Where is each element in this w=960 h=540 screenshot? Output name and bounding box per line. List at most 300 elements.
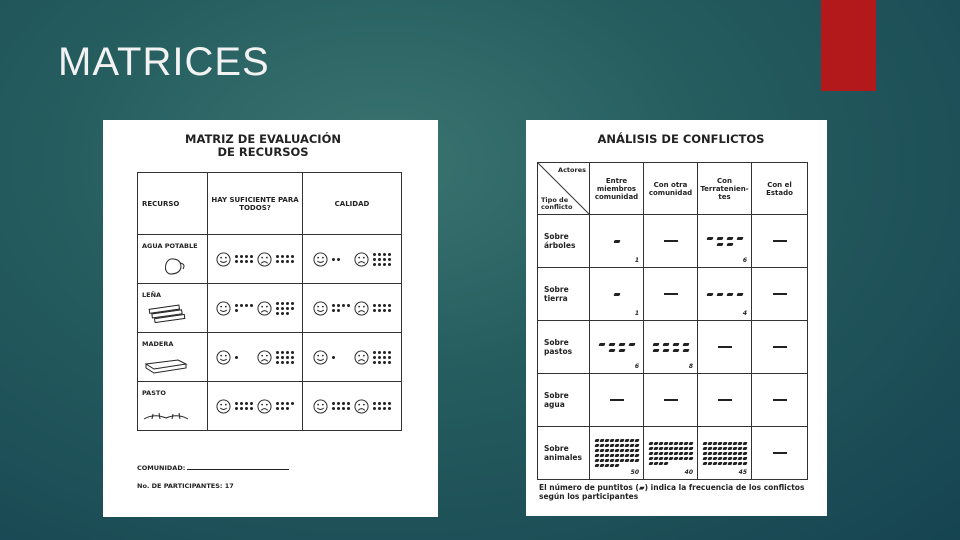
- conflict-mark: [619, 444, 624, 447]
- vote-dot: [286, 255, 289, 258]
- column-header-state: Con el Estado: [752, 163, 808, 215]
- vote-dot: [286, 351, 289, 354]
- conflict-mark: [624, 439, 629, 442]
- conflict-mark: [716, 237, 723, 240]
- conflict-mark: [702, 457, 707, 460]
- conflict-mark: [722, 447, 727, 450]
- conflict-mark: [678, 442, 683, 445]
- no-conflict-dash: [610, 399, 624, 401]
- conflict-mark: [732, 462, 737, 465]
- conflict-cell: [752, 374, 808, 427]
- no-conflict-dash: [664, 293, 678, 295]
- conflict-mark: [648, 442, 653, 445]
- conflict-mark: [732, 452, 737, 455]
- conflict-mark: [672, 349, 679, 352]
- accent-bar: [821, 0, 876, 91]
- resource-label: PASTO: [142, 389, 166, 397]
- conflict-mark: [672, 343, 679, 346]
- vote-dot: [281, 351, 284, 354]
- conflict-cell: [698, 427, 752, 480]
- vote-dot: [281, 312, 284, 315]
- conflict-mark: [629, 439, 634, 442]
- conflict-mark: [727, 447, 732, 450]
- vote-dot: [378, 351, 381, 354]
- vote-dot: [383, 402, 386, 405]
- vote-dot: [383, 304, 386, 307]
- conflict-mark: [702, 452, 707, 455]
- vote-dot: [276, 255, 279, 258]
- conflict-cell: [698, 321, 752, 374]
- vote-dot: [388, 253, 391, 256]
- vote-dot: [281, 307, 284, 310]
- conflict-mark: [688, 442, 693, 445]
- water-jug-icon: [142, 254, 190, 276]
- conflict-mark: [648, 452, 653, 455]
- sad-face-icon: [354, 399, 369, 414]
- slide-title: MATRICES: [58, 40, 270, 84]
- vote-dot: [383, 356, 386, 359]
- conflict-mark: [678, 447, 683, 450]
- conflict-row-label: Sobre agua: [538, 374, 590, 427]
- conflict-mark: [742, 452, 747, 455]
- conflict-mark: [634, 459, 639, 462]
- vote-dot: [347, 304, 350, 307]
- vote-dot: [337, 402, 340, 405]
- conflict-mark: [736, 237, 743, 240]
- vote-dot: [373, 351, 376, 354]
- conflict-mark: [732, 447, 737, 450]
- vote-dot: [347, 402, 350, 405]
- conflict-mark: [716, 293, 723, 296]
- conflict-mark: [594, 449, 599, 452]
- conflict-mark: [614, 439, 619, 442]
- vote-dot: [281, 302, 284, 305]
- vote-dot: [332, 309, 335, 312]
- conflict-mark: [614, 449, 619, 452]
- conflict-mark: [673, 442, 678, 445]
- conflict-mark: [619, 459, 624, 462]
- conflict-mark: [613, 240, 620, 243]
- conflict-marks: [591, 343, 642, 352]
- vote-dot: [337, 309, 340, 312]
- conflict-mark: [732, 442, 737, 445]
- happy-face-icon: [313, 399, 328, 414]
- vote-dot: [286, 312, 289, 315]
- vote-dot: [337, 304, 340, 307]
- vote-dot: [276, 361, 279, 364]
- vote-dot: [240, 255, 243, 258]
- vote-dot: [332, 356, 335, 359]
- conflict-mark: [706, 293, 713, 296]
- vote-dot: [245, 402, 248, 405]
- conflict-mark: [652, 343, 659, 346]
- conflict-mark: [717, 442, 722, 445]
- conflict-mark: [594, 444, 599, 447]
- conflict-mark: [614, 444, 619, 447]
- conflict-mark: [619, 439, 624, 442]
- corner-cell: [538, 163, 590, 215]
- conflict-marks: [699, 442, 750, 465]
- evaluation-row: [138, 382, 402, 431]
- no-conflict-dash: [718, 399, 732, 401]
- conflict-mark: [712, 452, 717, 455]
- conflict-mark: [609, 459, 614, 462]
- quality-cell: [303, 235, 402, 284]
- vote-dot: [332, 402, 335, 405]
- conflict-mark: [727, 462, 732, 465]
- vote-dot: [388, 356, 391, 359]
- conflict-mark: [609, 464, 614, 467]
- conflict-mark: [604, 459, 609, 462]
- conflict-row-label: Sobre pastos: [538, 321, 590, 374]
- vote-dot: [276, 260, 279, 263]
- conflict-mark: [717, 462, 722, 465]
- sad-face-icon: [257, 350, 272, 365]
- conflict-mark: [653, 457, 658, 460]
- conflict-mark: [707, 447, 712, 450]
- vote-dot: [383, 407, 386, 410]
- conflict-mark: [618, 343, 625, 346]
- evaluation-title: [163, 133, 363, 159]
- conflict-mark: [736, 293, 743, 296]
- vote-dot: [378, 304, 381, 307]
- conflict-cell: [698, 268, 752, 321]
- conflict-cell: [752, 427, 808, 480]
- conflict-count: 4: [742, 310, 747, 317]
- sad-face-icon: [354, 350, 369, 365]
- vote-dot: [245, 260, 248, 263]
- conflict-mark: [688, 457, 693, 460]
- conflict-mark: [668, 452, 673, 455]
- vote-dot: [276, 402, 279, 405]
- evaluation-row: [138, 235, 402, 284]
- sad-votes: [373, 351, 391, 364]
- conflict-mark: [658, 452, 663, 455]
- happy-votes: [235, 255, 253, 263]
- conflict-row-label: Sobre tierra: [538, 268, 590, 321]
- vote-dot: [388, 263, 391, 266]
- conflict-mark: [599, 449, 604, 452]
- conflict-mark: [634, 439, 639, 442]
- conflict-mark: [614, 464, 619, 467]
- conflict-cell: [644, 427, 698, 480]
- corner-actors-label: Actores: [558, 166, 586, 174]
- footer-community-label: COMUNIDAD:: [137, 464, 186, 472]
- vote-dot: [291, 351, 294, 354]
- conflict-mark: [683, 442, 688, 445]
- happy-face-icon: [216, 399, 231, 414]
- quality-cell: [303, 382, 402, 431]
- conflict-mark: [658, 442, 663, 445]
- conflict-mark: [722, 452, 727, 455]
- conflict-mark: [618, 349, 625, 352]
- conflict-cell: [590, 427, 644, 480]
- happy-votes: [235, 402, 253, 410]
- conflict-mark: [737, 442, 742, 445]
- conflict-mark: [604, 464, 609, 467]
- happy-votes: [332, 356, 350, 359]
- vote-dot: [281, 260, 284, 263]
- conflict-mark: [599, 459, 604, 462]
- vote-dot: [286, 402, 289, 405]
- conflict-mark: [604, 449, 609, 452]
- vote-dot: [245, 255, 248, 258]
- vote-dot: [235, 407, 238, 410]
- sad-votes: [276, 402, 294, 410]
- conflict-mark: [594, 454, 599, 457]
- conflict-mark: [629, 459, 634, 462]
- conflict-mark: [742, 447, 747, 450]
- conflict-mark: [663, 452, 668, 455]
- sad-votes: [373, 402, 391, 410]
- no-conflict-dash: [773, 346, 787, 348]
- resource-cell: [138, 382, 208, 431]
- resource-label: MADERA: [142, 340, 174, 348]
- vote-dot: [235, 356, 238, 359]
- conflict-count: 8: [688, 363, 693, 370]
- conflict-row-label: Sobre árboles: [538, 215, 590, 268]
- conflict-mark: [727, 452, 732, 455]
- conflict-cell: [644, 268, 698, 321]
- conflict-mark: [624, 449, 629, 452]
- conflict-mark: [702, 447, 707, 450]
- conflict-mark: [742, 462, 747, 465]
- vote-dot: [373, 253, 376, 256]
- conflict-mark: [688, 452, 693, 455]
- conflict-count: 40: [684, 469, 693, 476]
- sad-face-icon: [354, 252, 369, 267]
- conflict-mark: [608, 349, 615, 352]
- conflict-mark: [653, 452, 658, 455]
- conflict-mark: [663, 462, 668, 465]
- conflict-mark: [707, 462, 712, 465]
- conflict-mark: [707, 442, 712, 445]
- conflict-mark: [604, 454, 609, 457]
- vote-dot: [291, 361, 294, 364]
- conflict-marks: [591, 439, 642, 467]
- conflict-cell: [644, 321, 698, 374]
- conflict-header-row: [538, 163, 808, 215]
- conflict-count: 6: [742, 257, 747, 264]
- no-conflict-dash: [773, 240, 787, 242]
- vote-dot: [286, 361, 289, 364]
- conflict-cell: [752, 268, 808, 321]
- conflict-marks: [699, 293, 750, 296]
- conflict-mark: [737, 447, 742, 450]
- evaluation-body: [138, 235, 402, 431]
- no-conflict-dash: [773, 452, 787, 454]
- vote-dot: [281, 407, 284, 410]
- vote-dot: [240, 260, 243, 263]
- conflict-count: 1: [634, 310, 639, 317]
- conflict-mark: [678, 457, 683, 460]
- vote-dot: [291, 255, 294, 258]
- conflict-title: ANÁLISIS DE CONFLICTOS: [597, 132, 765, 146]
- conflict-mark: [688, 447, 693, 450]
- conflict-mark: [619, 449, 624, 452]
- evaluation-row: [138, 284, 402, 333]
- conflict-analysis-document: [526, 120, 827, 516]
- vote-dot: [240, 402, 243, 405]
- happy-votes: [235, 304, 253, 312]
- vote-dot: [291, 302, 294, 305]
- conflict-mark: [609, 454, 614, 457]
- conflict-mark: [624, 454, 629, 457]
- conflict-mark: [599, 454, 604, 457]
- vote-dot: [291, 307, 294, 310]
- vote-dot: [286, 356, 289, 359]
- conflict-mark: [702, 442, 707, 445]
- conflict-mark: [707, 452, 712, 455]
- conflict-mark: [658, 447, 663, 450]
- firewood-icon: [142, 303, 190, 325]
- conflict-mark: [629, 454, 634, 457]
- vote-dot: [383, 258, 386, 261]
- sad-face-icon: [257, 252, 272, 267]
- footer-community: [137, 464, 289, 472]
- conflict-mark: [717, 452, 722, 455]
- vote-dot: [383, 351, 386, 354]
- header-quality: CALIDAD: [303, 173, 402, 235]
- vote-dot: [250, 407, 253, 410]
- conflict-mark: [599, 439, 604, 442]
- no-conflict-dash: [664, 399, 678, 401]
- vote-dot: [281, 402, 284, 405]
- vote-dot: [388, 407, 391, 410]
- column-header-members: Entre miembros comunidad: [590, 163, 644, 215]
- vote-dot: [388, 309, 391, 312]
- conflict-cell: [644, 374, 698, 427]
- vote-dot: [286, 407, 289, 410]
- column-header-other-community: Con otra comunidad: [644, 163, 698, 215]
- no-conflict-dash: [773, 399, 787, 401]
- vote-dot: [276, 351, 279, 354]
- happy-face-icon: [216, 350, 231, 365]
- vote-dot: [250, 304, 253, 307]
- vote-dot: [378, 361, 381, 364]
- vote-dot: [291, 356, 294, 359]
- evaluation-header-row: [138, 173, 402, 235]
- conflict-mark: [683, 447, 688, 450]
- conflict-mark: [609, 444, 614, 447]
- conflict-mark: [634, 444, 639, 447]
- conflict-mark: [712, 462, 717, 465]
- conflict-mark: [712, 442, 717, 445]
- conflict-mark: [726, 243, 733, 246]
- conflict-mark: [599, 464, 604, 467]
- vote-dot: [373, 361, 376, 364]
- happy-face-icon: [313, 252, 328, 267]
- conflict-mark: [726, 237, 733, 240]
- sad-face-icon: [257, 301, 272, 316]
- conflict-note: El número de puntitos (▰) indica la frecuencia de los conflictos según los participantes: [539, 483, 805, 501]
- enough-cell: [208, 284, 303, 333]
- no-conflict-dash: [664, 240, 678, 242]
- happy-votes: [332, 304, 350, 312]
- vote-dot: [240, 407, 243, 410]
- conflict-mark: [737, 452, 742, 455]
- vote-dot: [378, 309, 381, 312]
- corner-type-label: Tipo de conflicto: [541, 196, 573, 211]
- happy-face-icon: [216, 301, 231, 316]
- happy-face-icon: [216, 252, 231, 267]
- conflict-mark: [717, 457, 722, 460]
- conflict-mark: [629, 444, 634, 447]
- conflict-mark: [614, 459, 619, 462]
- conflict-mark: [716, 243, 723, 246]
- happy-votes: [332, 402, 350, 410]
- vote-dot: [342, 402, 345, 405]
- vote-dot: [281, 255, 284, 258]
- conflict-count: 50: [630, 469, 639, 476]
- conflict-mark: [594, 459, 599, 462]
- vote-dot: [240, 304, 243, 307]
- conflict-cell: [590, 321, 644, 374]
- resource-label: AGUA POTABLE: [142, 242, 198, 250]
- quality-cell: [303, 333, 402, 382]
- conflict-mark: [663, 457, 668, 460]
- sad-votes: [373, 304, 391, 312]
- enough-cell: [208, 382, 303, 431]
- conflict-row: [538, 268, 808, 321]
- enough-cell: [208, 235, 303, 284]
- vote-dot: [235, 304, 238, 307]
- vote-dot: [378, 263, 381, 266]
- vote-dot: [383, 309, 386, 312]
- conflict-mark: [682, 343, 689, 346]
- vote-dot: [383, 253, 386, 256]
- conflict-mark: [717, 447, 722, 450]
- vote-dot: [388, 304, 391, 307]
- conflict-mark: [614, 454, 619, 457]
- vote-dot: [276, 356, 279, 359]
- header-enough: HAY SUFICIENTE PARA TODOS?: [208, 173, 303, 235]
- conflict-matrix: [537, 162, 808, 480]
- conflict-mark: [609, 439, 614, 442]
- no-conflict-dash: [718, 346, 732, 348]
- vote-dot: [332, 407, 335, 410]
- conflict-mark: [712, 457, 717, 460]
- conflict-mark: [648, 462, 653, 465]
- conflict-mark: [662, 343, 669, 346]
- conflict-mark: [722, 442, 727, 445]
- conflict-row: [538, 321, 808, 374]
- happy-face-icon: [313, 301, 328, 316]
- conflict-mark: [594, 464, 599, 467]
- vote-dot: [378, 356, 381, 359]
- sad-votes: [276, 351, 294, 364]
- conflict-mark: [594, 439, 599, 442]
- enough-cell: [208, 333, 303, 382]
- conflict-row: [538, 374, 808, 427]
- conflict-mark: [673, 457, 678, 460]
- resource-evaluation-document: [103, 120, 438, 517]
- conflict-mark: [634, 449, 639, 452]
- conflict-cell: [698, 374, 752, 427]
- vote-dot: [373, 407, 376, 410]
- conflict-marks: [645, 442, 696, 465]
- footer-participants: No. DE PARTICIPANTES: 17: [137, 482, 234, 490]
- quality-cell: [303, 284, 402, 333]
- conflict-mark: [648, 457, 653, 460]
- conflict-mark: [727, 442, 732, 445]
- vote-dot: [388, 361, 391, 364]
- vote-dot: [378, 402, 381, 405]
- conflict-mark: [653, 442, 658, 445]
- conflict-mark: [634, 454, 639, 457]
- vote-dot: [373, 304, 376, 307]
- conflict-mark: [663, 442, 668, 445]
